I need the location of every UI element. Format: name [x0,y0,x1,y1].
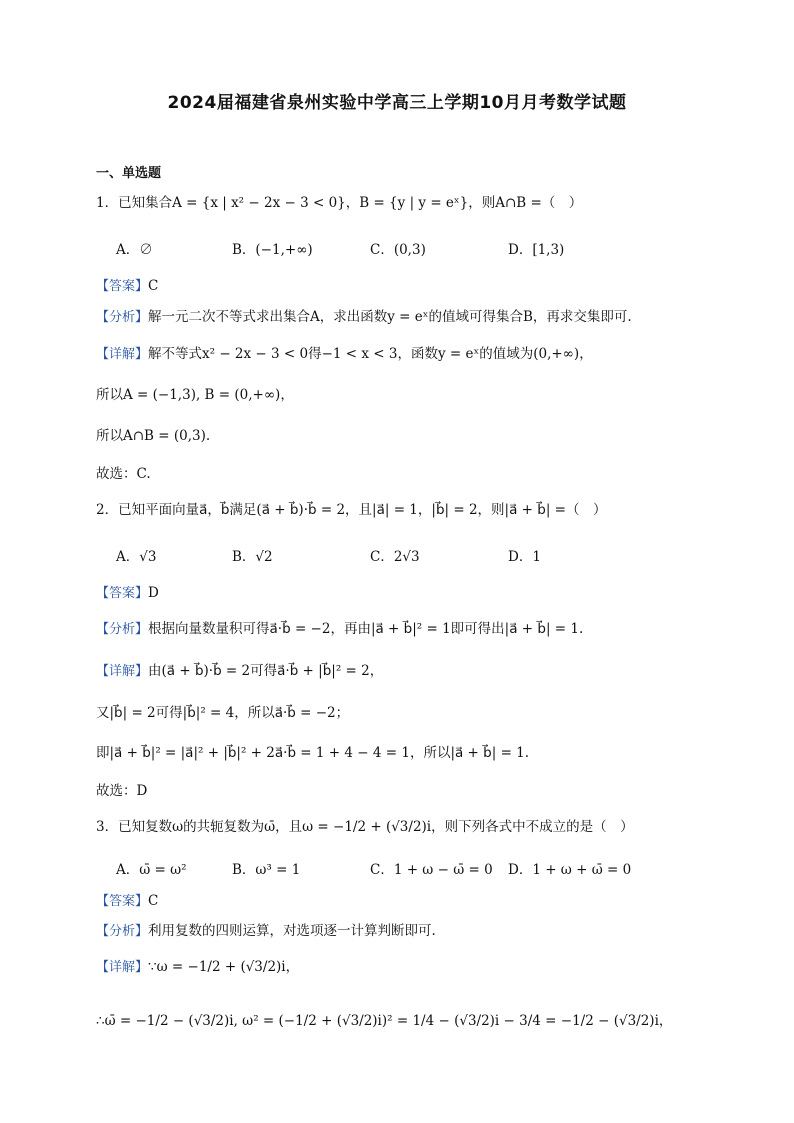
q1-option-b: B．(−1,+∞) [232,242,313,258]
q2-option-d: D．1 [508,549,541,565]
detail-tag: 【详解】 [96,347,149,362]
q3-answer: C [148,893,159,909]
q1-answer: C [148,278,159,294]
q3-option-a: A．ω̄ = ω² [116,862,187,878]
q2-answer-row [96,584,159,603]
analysis-tag: 【分析】 [96,924,149,939]
q2-conclusion: 故选：D [96,783,148,799]
question-3-stem: 3．已知复数ω的共轭复数为ω̄，且ω = −1/2 + (√3/2)i，则下列各式中不成立的是（ ） [96,819,634,835]
analysis-tag: 【分析】 [96,622,149,637]
q3-detail-row [96,958,299,977]
q1-option-a: A．∅ [116,242,153,258]
q2-answer: D [148,585,159,601]
q3-option-c: C．1 + ω − ω̄ = 0 [370,862,493,878]
q2-analysis: 根据向量数量积可得a⃗·b⃗ = −2，再由|a⃗ + b⃗|² = 1即可得出|a⃗ + b⃗| = 1. [148,621,584,637]
q1-detail-line-1: 所以A = (−1,3), B = (0,+∞)， [96,387,294,403]
q2-option-c: C．2√3 [370,549,420,565]
q2-analysis-row [96,620,583,639]
q2-detail-row [96,662,383,681]
q2-option-b: B．√2 [232,549,273,565]
q3-answer-row [96,892,158,911]
q1-detail: 解不等式x² − 2x − 3 < 0得−1 < x < 3，函数y = eˣ的值域为(0,+∞)， [148,346,593,362]
question-1-stem: 1．已知集合A = {x | x² − 2x − 3 < 0}，B = {y | y = eˣ}，则A∩B =（ ） [96,195,583,211]
q3-detail-line-1: ∴ω̄ = −1/2 − (√3/2)i, ω² = (−1/2 + (√3/2)i)² = 1/4 − (√3/2)i − 3/4 = −1/2 − (√3/2)i， [96,1013,673,1029]
q3-analysis: 利用复数的四则运算，对选项逐一计算判断即可. [148,923,436,939]
page-title: 2024届福建省泉州实验中学高三上学期10月月考数学试题 [167,93,627,113]
q2-detail-line-1: 又|b⃗| = 2可得|b⃗|² = 4，所以a⃗·b⃗ = −2； [96,705,350,721]
q3-analysis-row [96,922,436,941]
q1-detail-line-2: 所以A∩B = (0,3). [96,428,211,444]
q2-detail-line-2: 即|a⃗ + b⃗|² = |a⃗|² + |b⃗|² + 2a⃗·b⃗ = 1 + 4 − 4 = 1，所以|a⃗ + b⃗| = 1. [96,745,530,761]
question-2-stem: 2．已知平面向量a⃗，b⃗满足(a⃗ + b⃗)·b⃗ = 2，且|a⃗| = 1，|b⃗| = 2，则|a⃗ + b⃗| =（ ） [96,502,607,518]
q1-option-c: C．(0,3) [370,242,426,258]
section-heading: 一、单选题 [96,166,162,181]
q1-option-d: D．[1,3) [508,242,565,258]
q2-option-a: A．√3 [116,549,157,565]
q3-detail: ∵ω = −1/2 + (√3/2)i， [148,959,300,975]
q3-option-d: D．1 + ω + ω̄ = 0 [508,862,632,878]
answer-tag: 【答案】 [96,894,149,909]
answer-tag: 【答案】 [96,279,149,294]
q1-analysis-row [96,308,632,327]
q2-detail: 由(a⃗ + b⃗)·b⃗ = 2可得a⃗·b⃗ + |b⃗|² = 2， [148,663,384,679]
detail-tag: 【详解】 [96,960,149,975]
detail-tag: 【详解】 [96,664,149,679]
q1-analysis: 解一元二次不等式求出集合A，求出函数y = eˣ的值域可得集合B，再求交集即可. [148,309,632,325]
q1-conclusion: 故选：C. [96,466,151,482]
answer-tag: 【答案】 [96,586,149,601]
analysis-tag: 【分析】 [96,310,149,325]
q1-answer-row [96,277,158,296]
q1-detail-row [96,345,593,364]
q3-option-b: B．ω³ = 1 [232,862,301,878]
